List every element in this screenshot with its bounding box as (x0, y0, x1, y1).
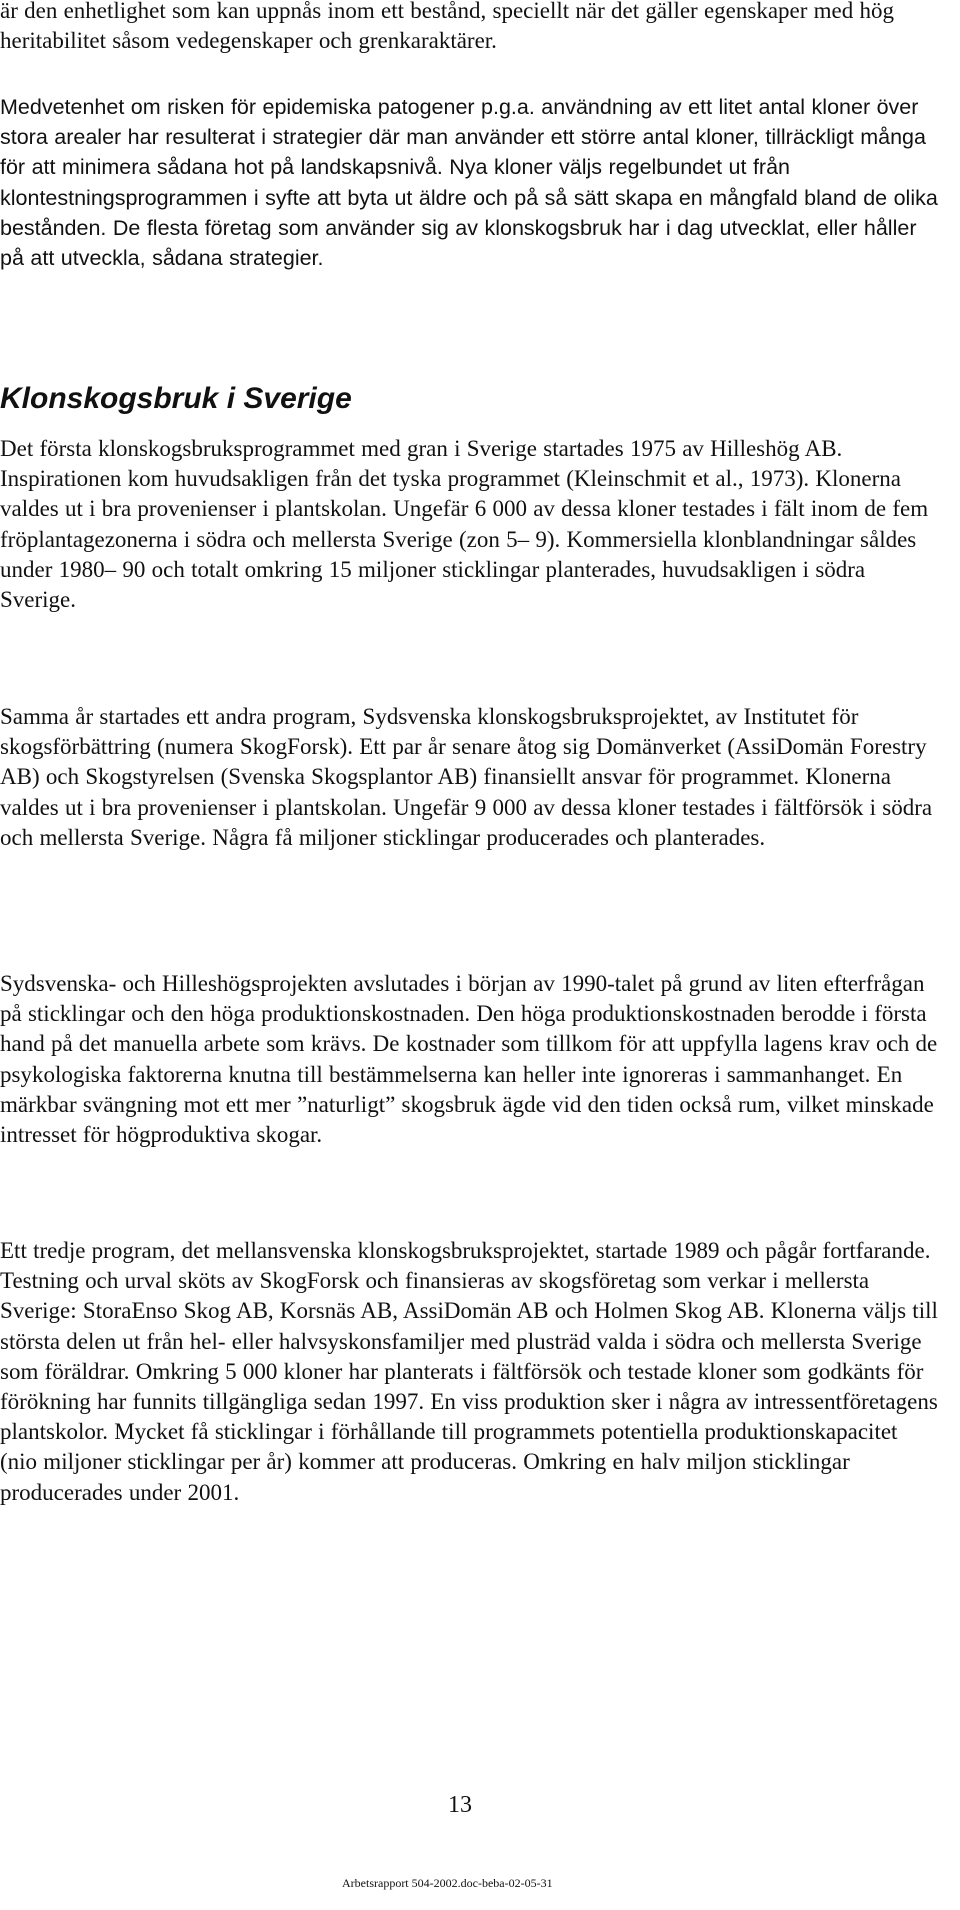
paragraph-sydsvenska-program: Samma år startades ett andra program, Sydsvenska klonskogsbruksprojektet, av Institutet för skogsförbättring (numera SkogForsk). Ett par år senare åtog sig Domänverket (AssiDomän Forestry AB) och Skogstyrelsen (Svenska Skogsplantor AB) finansiellt ansvar för programmet. Klonerna valdes ut i bra provenienser i plantskolan. Ungefär 9 000 av dessa kloner testades i fältförsök i södra och mellersta Sverige. Några få miljoner sticklingar producerades och planterades. (0, 704, 933, 850)
page-number: 13 (448, 1792, 472, 1818)
section-heading: Klonskogsbruk i Sverige (0, 382, 352, 415)
paragraph-intro-continuation: är den enhetlighet som kan uppnås inom ett bestånd, speciellt när det gäller egenskaper med hög heritabilitet såsom vedegenskaper och grenkaraktärer. (0, 0, 894, 54)
footer-document-id: Arbetsrapport 504-2002.doc-beba-02-05-31 (342, 1876, 553, 1890)
paragraph-mellansvenska-program: Ett tredje program, det mellansvenska klonskogsbruksprojektet, startade 1989 och pågår fortfarande. Testning och urval sköts av SkogForsk och finansieras av skogsföretag som verkar i mellersta Sverige: StoraEnso Skog AB, Korsnäs AB, AssiDomän AB och Holmen Skog AB. Klonerna väljs till största delen ut från hel- eller halvsyskonsfamiljer med plusträd valda i södra och mellersta Sverige som föräldrar. Omkring 5 000 kloner har planterats i fältförsök och testade kloner som godkänts för förökning har funnits tillgängliga sedan 1997. En viss produktion sker i några av intressentföretagens plantskolor. Mycket få sticklingar i förhållande till programmets potentiella produktionskapacitet (nio miljoner sticklingar per år) kommer att produceras. Omkring en halv miljon sticklingar producerades under 2001. (0, 1238, 938, 1505)
paragraph-hilleshog-program: Det första klonskogsbruksprogrammet med gran i Sverige startades 1975 av Hilleshög AB. Inspirationen kom huvudsakligen från det tyska programmet (Kleinschmit et al., 1973). Klonerna valdes ut i bra provenienser i plantskolan. Ungefär 6 000 av dessa kloner testades i fält inom de fem fröplantagezonerna i södra och mellersta Sverige (zon 5– 9). Kommersiella klonblandningar såldes under 1980– 90 och totalt omkring 15 miljoner sticklingar planterades, huvudsakligen i södra Sverige. (0, 436, 929, 613)
paragraph-projects-ended: Sydsvenska- och Hilleshögsprojekten avslutades i början av 1990-talet på grund av liten efterfrågan på sticklingar och den höga produktionskostnaden. Den höga produktionskostnaden berodde i första hand på det manuella arbete som krävs. De kostnader som tillkom för att uppfylla lagens krav och de psykologiska faktorerna knutna till bestämmelserna kan heller inte ignoreras i sammanhanget. En märkbar svängning mot ett mer ”naturligt” skogsbruk ägde vid den tiden också rum, vilket minskade intresset för högproduktiva skogar. (0, 971, 938, 1148)
paragraph-clone-strategies: Medvetenhet om risken för epidemiska patogener p.g.a. användning av ett litet antal kloner över stora arealer har resulterat i strategier där man använder ett större antal kloner, tillräckligt många för att minimera sådana hot på landskapsnivå. Nya kloner väljs regelbundet ut från klontestningsprogrammen i syfte att byta ut äldre och på så sätt skapa en mångfald bland de olika bestånden. De flesta företag som använder sig av klonskogsbruk har i dag utvecklat, eller håller på att utveckla, sådana strategier. (0, 95, 938, 271)
